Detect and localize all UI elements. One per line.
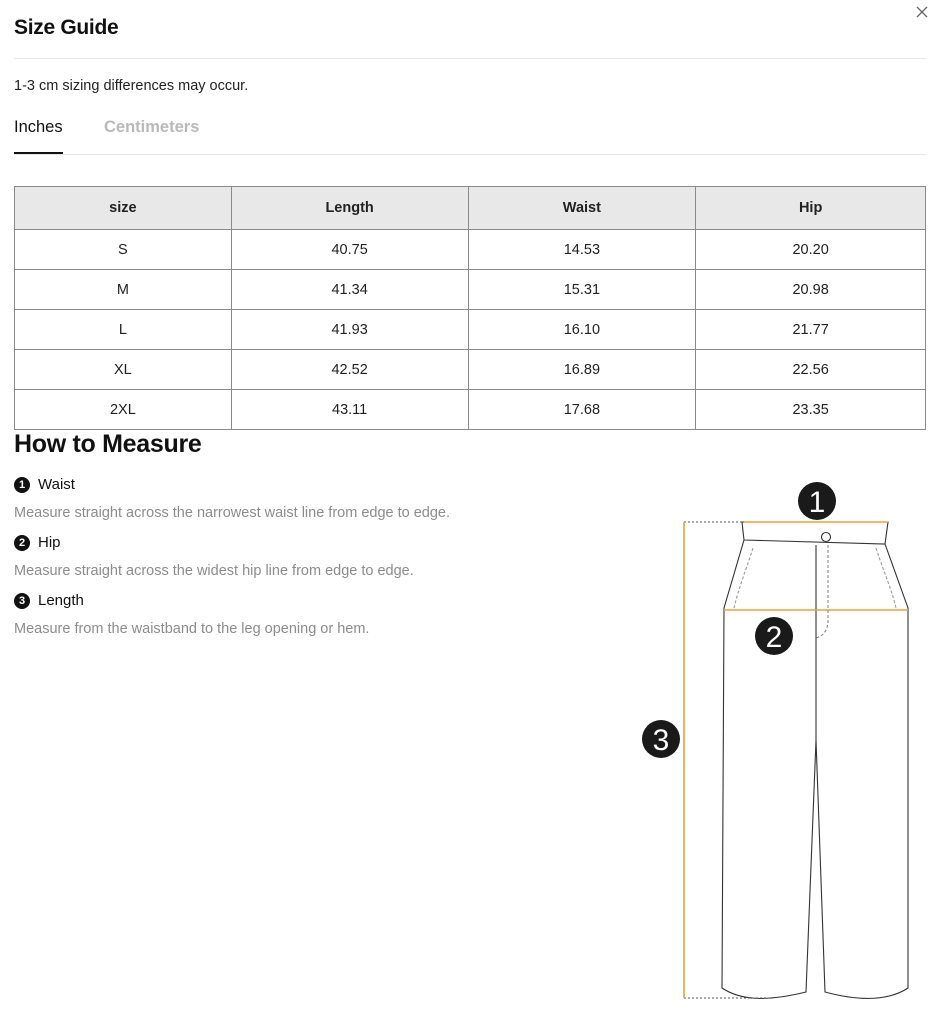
marker-one-label: 1 xyxy=(808,486,826,519)
pants-measurement-diagram xyxy=(630,470,920,1010)
measure-description: Measure from the waistband to the leg opening or hem. xyxy=(14,621,370,637)
measure-label: Hip xyxy=(38,534,61,551)
cell-size: L xyxy=(15,310,232,350)
sizing-note: 1-3 cm sizing differences may occur. xyxy=(14,78,249,94)
cell-waist: 16.89 xyxy=(468,350,696,390)
how-to-measure-title: How to Measure xyxy=(14,430,202,458)
cell-length: 40.75 xyxy=(231,230,468,270)
measure-description: Measure straight across the widest hip line from edge to edge. xyxy=(14,563,414,579)
marker-two-label: 2 xyxy=(765,621,783,654)
table-row xyxy=(15,350,926,390)
measure-item-hip xyxy=(14,534,61,551)
modal-header xyxy=(14,14,926,59)
cell-size: 2XL xyxy=(15,390,232,430)
cell-size: XL xyxy=(15,350,232,390)
cell-hip: 22.56 xyxy=(696,350,926,390)
cell-hip: 21.77 xyxy=(696,310,926,350)
pants-outline-icon xyxy=(684,522,908,998)
table-row xyxy=(15,230,926,270)
cell-size: S xyxy=(15,230,232,270)
table-header-row xyxy=(15,187,926,230)
close-button[interactable] xyxy=(912,2,932,22)
cell-waist: 16.10 xyxy=(468,310,696,350)
cell-size: M xyxy=(15,270,232,310)
cell-hip: 23.35 xyxy=(696,390,926,430)
column-header-hip: Hip xyxy=(696,187,926,230)
cell-hip: 20.20 xyxy=(696,230,926,270)
column-header-waist: Waist xyxy=(468,187,696,230)
tab-inches[interactable]: Inches xyxy=(14,118,63,154)
cell-length: 41.34 xyxy=(231,270,468,310)
table-row xyxy=(15,270,926,310)
unit-tabs xyxy=(14,108,926,155)
column-header-size: size xyxy=(15,187,232,230)
number-three-icon: 3 xyxy=(14,593,30,609)
close-icon xyxy=(916,6,928,18)
column-header-length: Length xyxy=(231,187,468,230)
cell-waist: 15.31 xyxy=(468,270,696,310)
cell-length: 43.11 xyxy=(231,390,468,430)
size-table xyxy=(14,186,926,430)
cell-waist: 17.68 xyxy=(468,390,696,430)
table-row xyxy=(15,310,926,350)
cell-length: 41.93 xyxy=(231,310,468,350)
tab-centimeters[interactable]: Centimeters xyxy=(104,118,200,136)
measure-label: Length xyxy=(38,592,84,609)
table-row xyxy=(15,390,926,430)
measure-description: Measure straight across the narrowest waist line from edge to edge. xyxy=(14,505,451,521)
measure-item-waist xyxy=(14,476,75,493)
measure-label: Waist xyxy=(38,476,75,493)
number-one-icon: 1 xyxy=(14,477,30,493)
cell-waist: 14.53 xyxy=(468,230,696,270)
cell-length: 42.52 xyxy=(231,350,468,390)
number-two-icon: 2 xyxy=(14,535,30,551)
marker-three-label: 3 xyxy=(652,724,670,757)
measure-item-length xyxy=(14,592,84,609)
cell-hip: 20.98 xyxy=(696,270,926,310)
page-title: Size Guide xyxy=(14,16,119,39)
